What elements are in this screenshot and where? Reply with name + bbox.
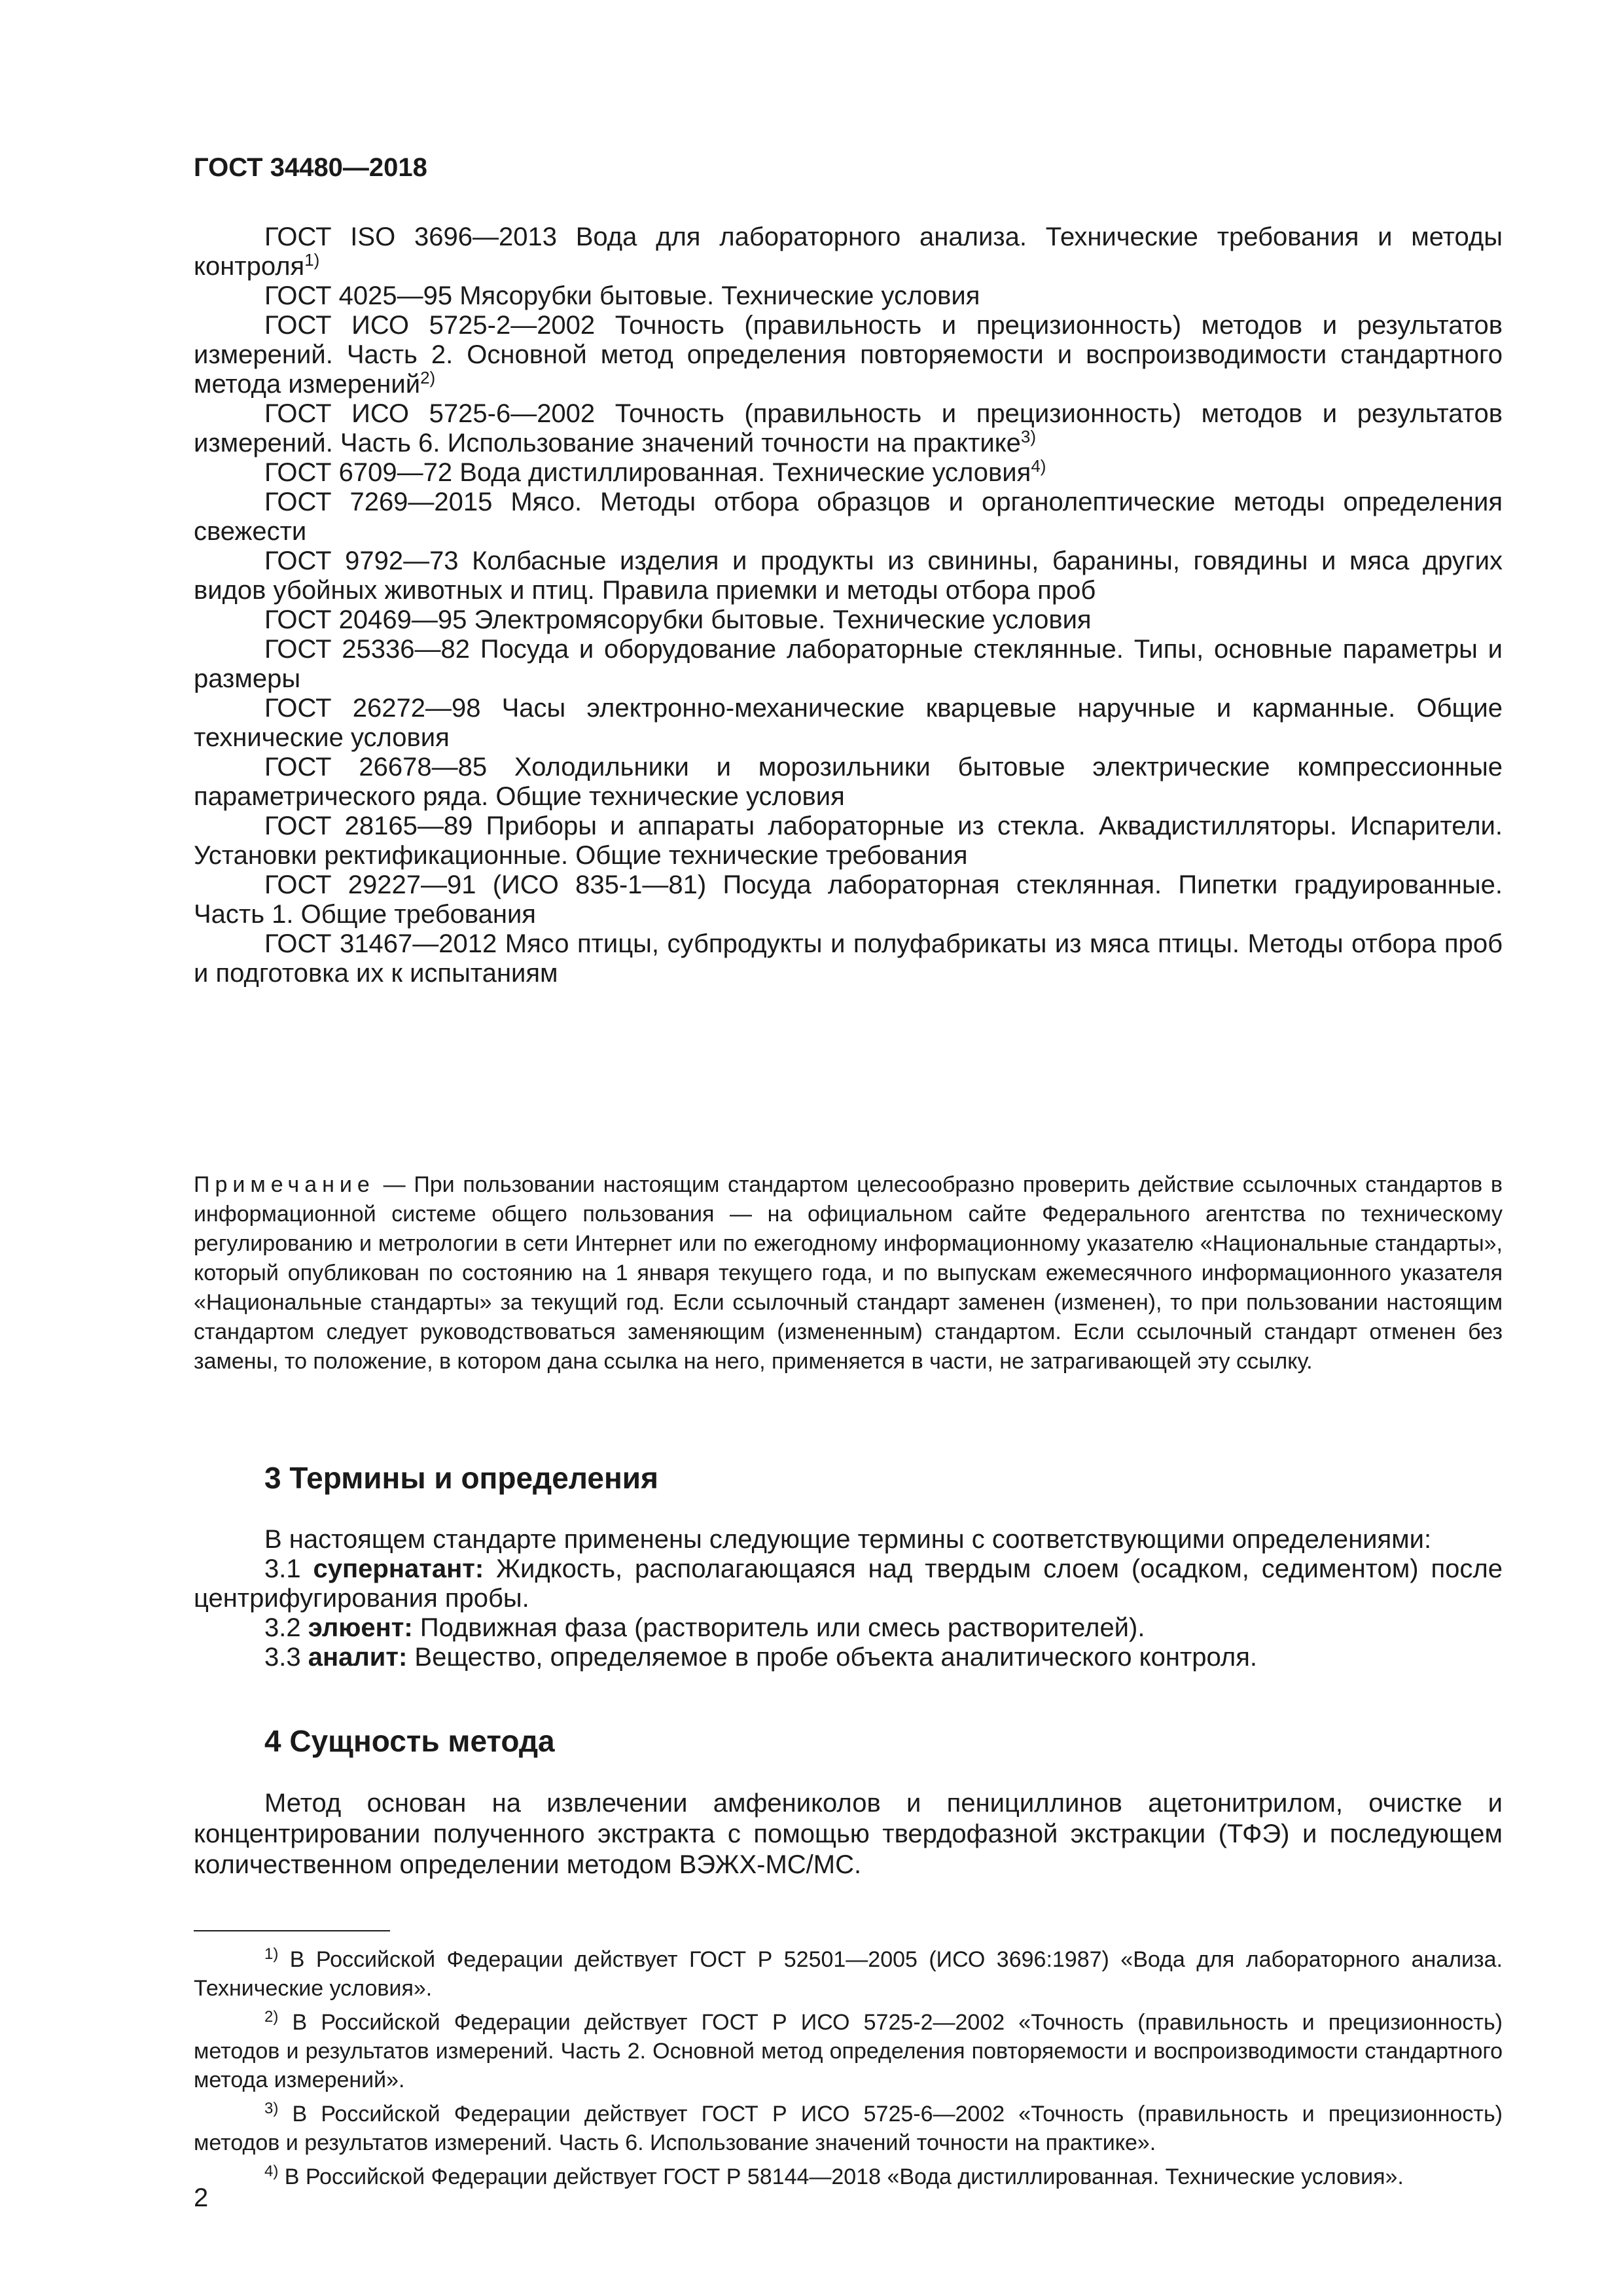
footnote-mark[interactable]: 2) [420,368,436,387]
footnote-mark[interactable]: 4) [1031,456,1046,476]
reference-item: ГОСТ ИСО 5725-2—2002 Точность (правильность и прецизионность) методов и результатов измерений. Часть 2. Основной метод определения повторяемости и воспроизводимости стандартного метода измерений$^{2)}$ [194,311,1503,399]
reference-item: ГОСТ 31467—2012 Мясо птицы, субпродукты и полуфабрикаты из мяса птицы. Методы отбора проб и подготовка их к испытаниям [194,929,1503,988]
note-label: Примечание [194,1172,375,1197]
section-terms-and-definitions [194,1460,1503,1672]
footnote-mark[interactable]: 3) [1020,427,1037,446]
reference-item: ГОСТ 26272—98 Часы электронно-механические кварцевые наручные и карманные. Общие технические условия [194,694,1503,752]
footnote-separator [194,1930,390,1931]
reference-item: ГОСТ ISO 3696—2013 Вода для лабораторного анализа. Технические требования и методы контроля$^{1)}$ [194,223,1503,281]
term-item: 3.1 супернатант: Жидкость, располагающаяся над твердым слоем (осадком, седиментом) после центрифугирования пробы. [194,1554,1503,1613]
reference-item: ГОСТ 20469—95 Электромясорубки бытовые. Технические условия [264,605,1092,634]
reference-item: ГОСТ 9792—73 Колбасные изделия и продукты из свинины, баранины, говядины и мяса других видов убойных животных и птиц. Правила приемки и методы отбора проб [194,547,1503,605]
section-3-title: 3 Термины и определения [264,1461,658,1495]
note-paragraph [194,1170,1503,1376]
reference-item: ГОСТ 28165—89 Приборы и аппараты лабораторные из стекла. Аквадистилляторы. Испарители. Установки ректификационные. Общие технические требования [194,812,1503,870]
reference-item: ГОСТ 4025—95 Мясорубки бытовые. Технические условия [264,281,980,310]
term-item: 3.2 элюент: Подвижная фаза (растворитель или смесь растворителей). [264,1613,1145,1642]
section-method-essence [194,1723,1503,1880]
normative-references-list [194,223,1503,988]
footnote-item: $^{4)}$ В Российской Федерации действует ГОСТ Р 58144—2018 «Вода дистиллированная. Технические условия». [264,2162,1404,2189]
footnote-item: $^{2)}$ В Российской Федерации действует ГОСТ Р ИСО 5725-2—2002 «Точность (правильность и прецизионность) методов и результатов измерений. Часть 2. Основной метод определения повторяемости и воспроизводимости стандартного метода измерений». [194,2008,1503,2092]
footnote-mark[interactable]: 1) [304,250,320,270]
footnote-item: $^{3)}$ В Российской Федерации действует ГОСТ Р ИСО 5725-6—2002 «Точность (правильность и прецизионность) методов и результатов измерений. Часть 6. Использование значений точности на практике». [194,2100,1503,2155]
term-name: аналит: [308,1643,408,1672]
document-page [194,152,1503,2214]
section-4-body [194,1788,1503,1880]
footnote-item: $^{1)}$ В Российской Федерации действует ГОСТ Р 52501—2005 (ИСО 3696:1987) «Вода для лабораторного анализа. Технические условия». [194,1945,1503,2001]
reference-item: ГОСТ 26678—85 Холодильники и морозильники бытовые электрические компрессионные параметрического ряда. Общие технические условия [194,753,1503,811]
reference-item: ГОСТ 7269—2015 Мясо. Методы отбора образцов и органолептические методы определения свежести [194,488,1503,546]
reference-item: ГОСТ 6709—72 Вода дистиллированная. Технические условия$^{4)}$ [264,456,1046,487]
reference-item: ГОСТ 25336—82 Посуда и оборудование лабораторные стеклянные. Типы, основные параметры и размеры [194,635,1503,693]
note-text: — При пользовании настоящим стандартом целесообразно проверить действие ссылочных стандартов в информационной системе общего пользования — на официальном сайте Федерального агентства по техническому регулированию и метрологии в сети Интернет или по ежегодному информационному указателю «Национальные стандарты», который опубликован по состоянию на 1 января текущего года, и по выпускам ежемесячного информационного указателя «Национальные стандарты» за текущий год. Если ссылочный стандарт заменен (изменен), то при пользовании настоящим стандартом следует руководствоваться заменяющим (измененным) стандартом. Если ссылочный стандарт отменен без замены, то положение, в котором дана ссылка на него, применяется в части, не затрагивающей эту ссылку. [194,1172,1503,1374]
footnotes-list [194,1945,1503,2197]
page-number: 2 [194,2183,209,2212]
term-item: 3.3 аналит: Вещество, определяемое в пробе объекта аналитического контроля. [264,1643,1257,1672]
reference-item: ГОСТ ИСО 5725-6—2002 Точность (правильность и прецизионность) методов и результатов измерений. Часть 6. Использование значений точности на практике$^{3)}$ [194,399,1503,457]
term-name: супернатант: [313,1554,484,1583]
section-3-intro: В настоящем стандарте применены следующие термины с соответствующими определениями: [264,1525,1432,1554]
section-3-body [194,1525,1503,1672]
section-4-text: Метод основан на извлечении амфениколов и пенициллинов ацетонитрилом, очистке и концентрировании полученного экстракта с помощью твердофазной экстракции (ТФЭ) и последующем количественном определении методом ВЭЖХ-МС/МС. [194,1789,1503,1879]
reference-item: ГОСТ 29227—91 (ИСО 835-1—81) Посуда лабораторная стеклянная. Пипетки градуированные. Часть 1. Общие требования [194,870,1503,929]
document-code-header: ГОСТ 34480—2018 [194,153,427,182]
section-4-title: 4 Сущность метода [264,1724,555,1758]
term-name: элюент: [308,1613,413,1642]
